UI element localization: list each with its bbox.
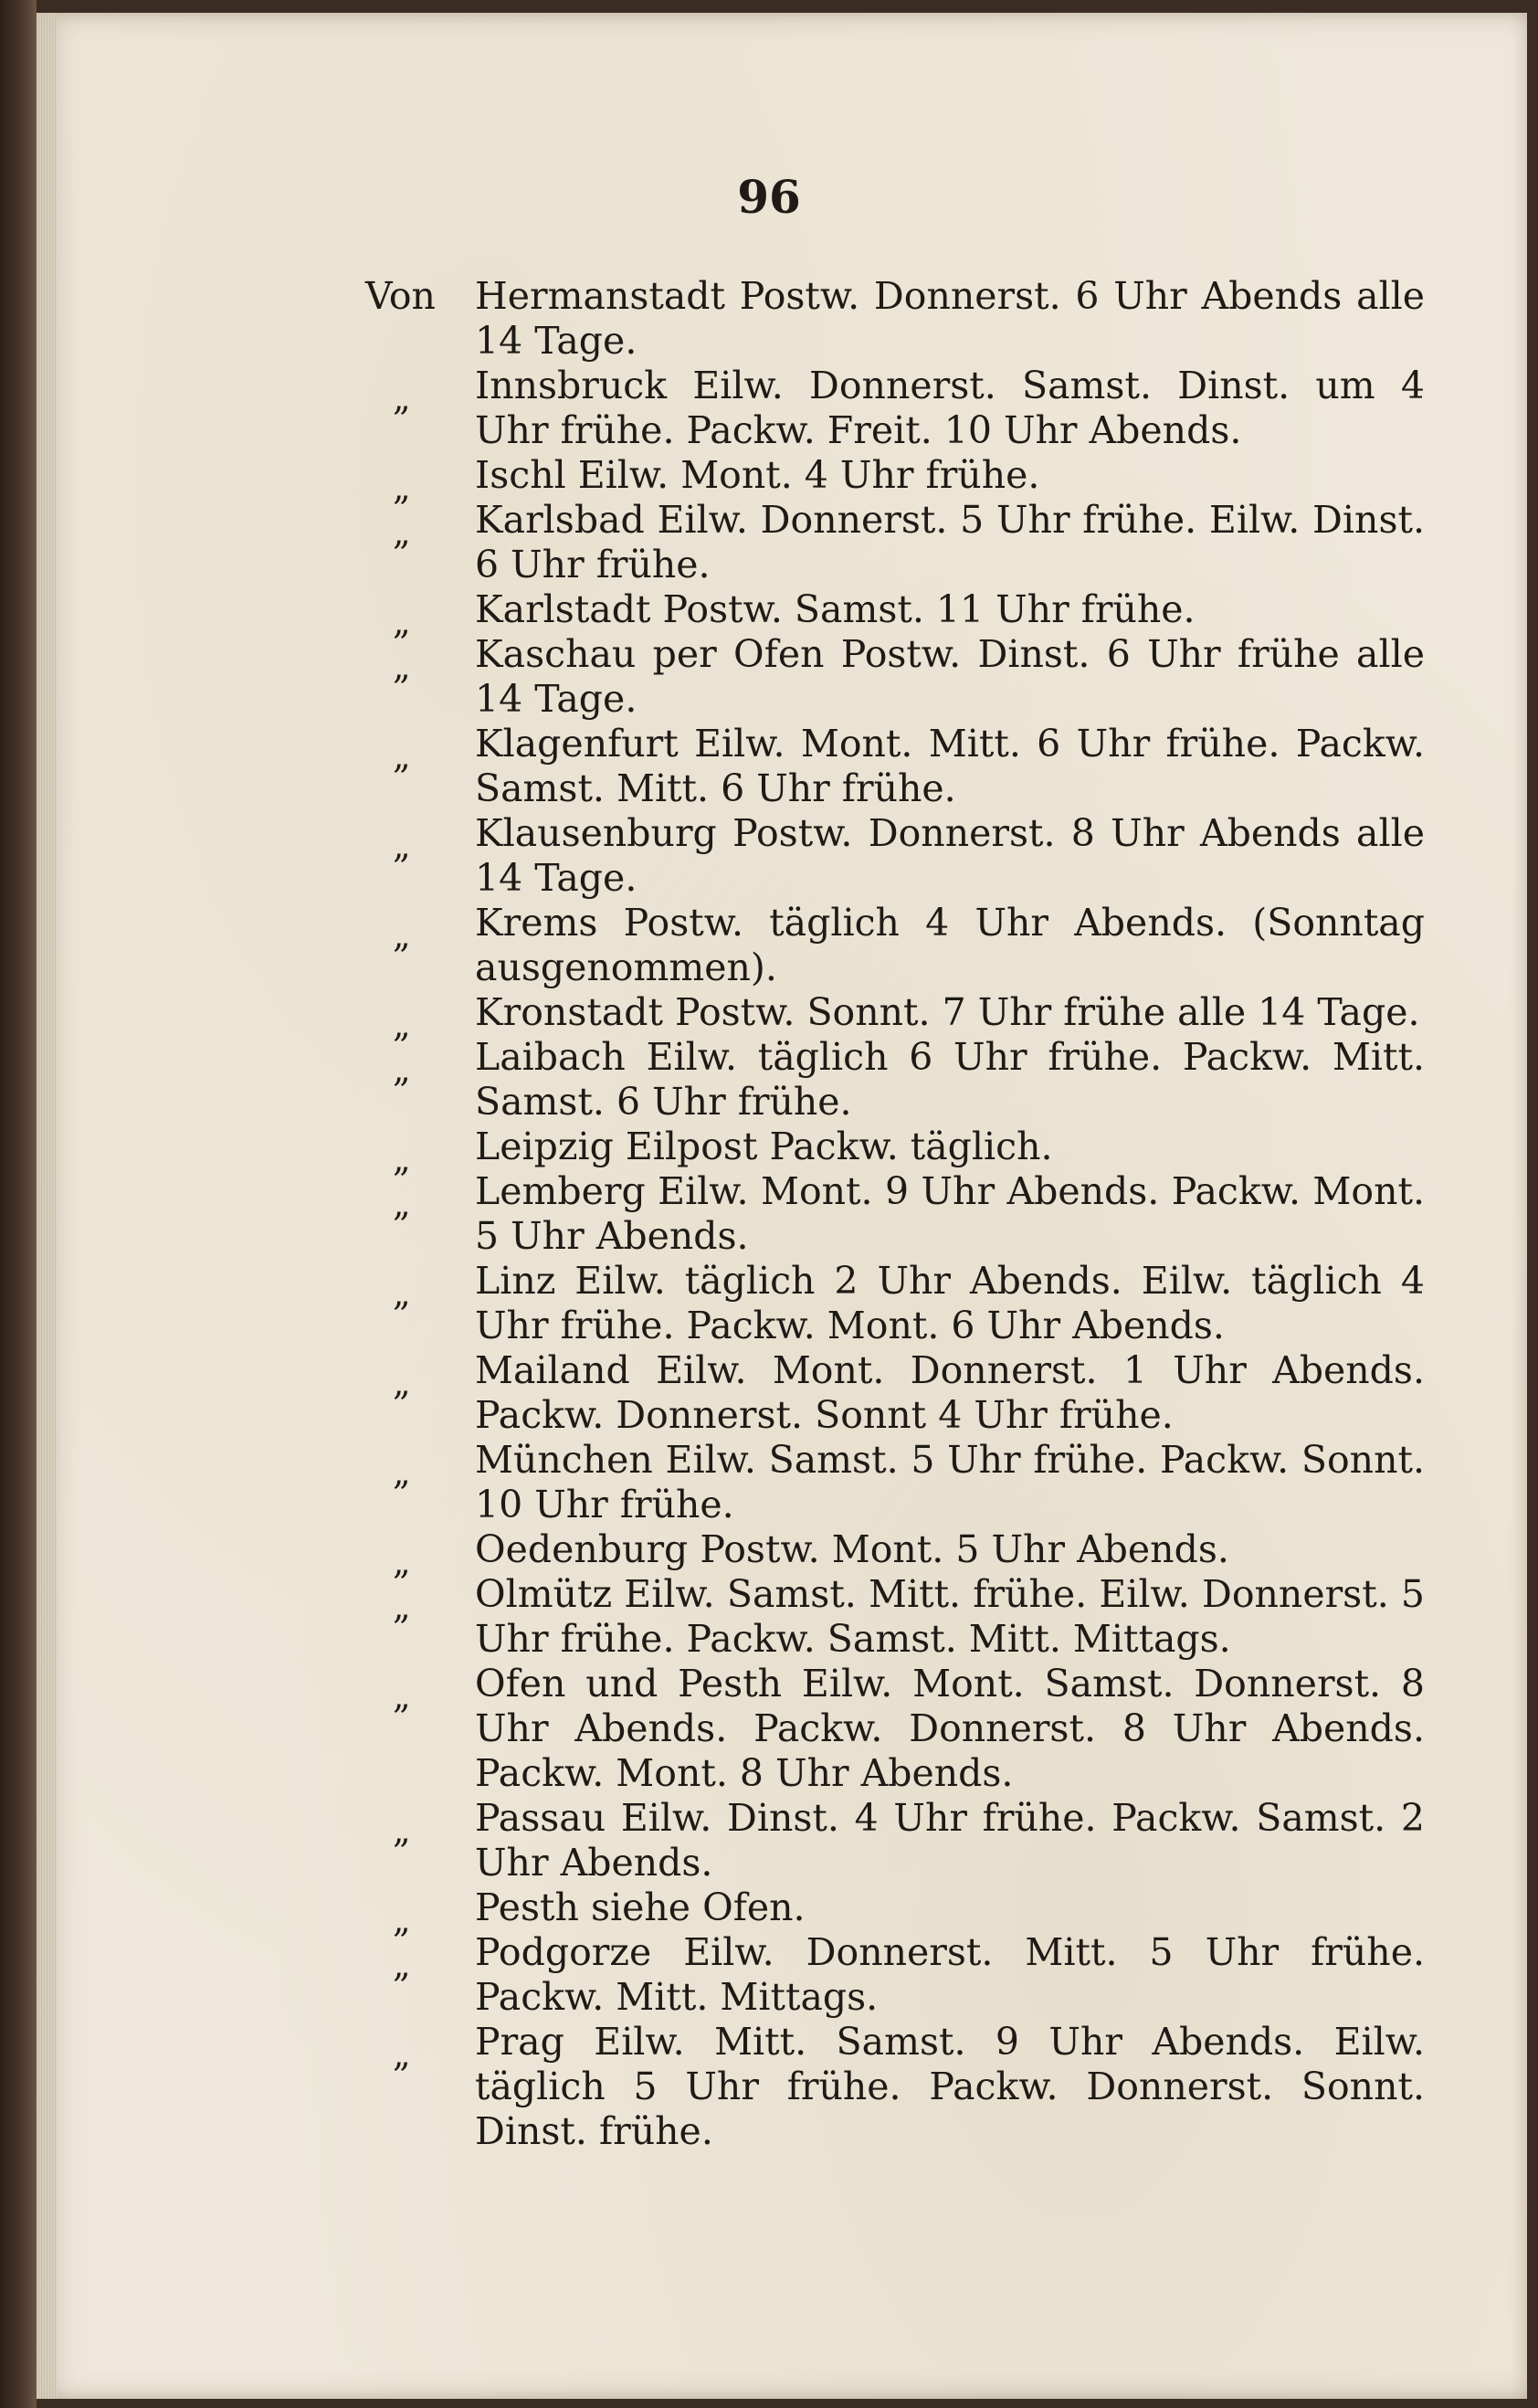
entry-text: Passau Eilw. Dinst. 4 Uhr frühe. Packw. Samst. 2 Uhr Abends.	[475, 1796, 1425, 1885]
book-binding	[0, 0, 37, 2408]
entry-text: Oedenburg Postw. Mont. 5 Uhr Abends.	[475, 1527, 1229, 1571]
ditto-mark: „	[393, 1587, 411, 1627]
ditto-mark: „	[393, 378, 411, 418]
entry-text: Linz Eilw. täglich 2 Uhr Abends. Eilw. täglich 4 Uhr frühe. Packw. Mont. 6 Uhr Abends.	[475, 1259, 1425, 1347]
schedule-entry	[365, 722, 1425, 811]
ditto-mark: „	[393, 915, 411, 956]
schedule-entry	[365, 1885, 1425, 1940]
schedule-entry	[365, 901, 1425, 990]
entry-text: Klausenburg Postw. Donnerst. 8 Uhr Abends alle 14 Tage.	[475, 811, 1425, 900]
schedule-entry	[365, 1572, 1425, 1662]
ditto-mark: „	[393, 1184, 411, 1224]
ditto-mark: „	[393, 1273, 411, 1314]
entry-text: Mailand Eilw. Mont. Donnerst. 1 Uhr Abends. Packw. Donnerst. Sonnt 4 Uhr frühe.	[475, 1348, 1425, 1437]
entry-text: Krems Postw. täglich 4 Uhr Abends. (Sonntag ausgenommen).	[475, 901, 1425, 989]
entry-text: Karlstadt Postw. Samst. 11 Uhr frühe.	[475, 587, 1196, 631]
entry-text: Hermanstadt Postw. Donnerst. 6 Uhr Abends alle 14 Tage.	[475, 274, 1425, 363]
entry-text: Karlsbad Eilw. Donnerst. 5 Uhr frühe. Eilw. Dinst. 6 Uhr frühe.	[475, 498, 1425, 586]
schedule-entry	[365, 587, 1425, 642]
schedule-entry	[365, 811, 1425, 901]
ditto-mark: „	[393, 1139, 411, 1179]
entry-text: Ofen und Pesth Eilw. Mont. Samst. Donnerst. 8 Uhr Abends. Packw. Donnerst. 8 Uhr Abends. Packw. Mont. 8 Uhr Abends.	[475, 1662, 1425, 1795]
schedule-entry	[365, 274, 1425, 364]
ditto-mark: „	[393, 1811, 411, 1851]
page-edges	[37, 13, 57, 2399]
schedule-entry	[365, 1348, 1425, 1438]
schedule-entry	[365, 364, 1425, 453]
entry-text: Laibach Eilw. täglich 6 Uhr frühe. Packw. Mitt. Samst. 6 Uhr frühe.	[475, 1035, 1425, 1124]
schedule-entry	[365, 1169, 1425, 1259]
ditto-mark: „	[393, 1005, 411, 1045]
entry-text: Olmütz Eilw. Samst. Mitt. frühe. Eilw. Donnerst. 5 Uhr frühe. Packw. Samst. Mitt. Mittags.	[475, 1572, 1425, 1661]
departure-listing	[365, 274, 1425, 2154]
entry-text: Kaschau per Ofen Postw. Dinst. 6 Uhr frühe alle 14 Tage.	[475, 632, 1425, 721]
schedule-entry	[365, 1438, 1425, 1527]
page-number: 96	[737, 170, 801, 224]
entry-text: Prag Eilw. Mitt. Samst. 9 Uhr Abends. Eilw. täglich 5 Uhr frühe. Packw. Donnerst. Sonnt. Dinst. frühe.	[475, 2020, 1425, 2153]
ditto-mark: „	[393, 1452, 411, 1493]
schedule-entry	[365, 1035, 1425, 1125]
ditto-mark: „	[393, 1363, 411, 1403]
ditto-mark: „	[393, 1676, 411, 1716]
entry-lead-word: Von	[365, 274, 436, 318]
entry-text: Leipzig Eilpost Packw. täglich.	[475, 1125, 1053, 1168]
entry-text: Kronstadt Postw. Sonnt. 7 Uhr frühe alle 14 Tage.	[475, 990, 1420, 1034]
schedule-entry	[365, 1662, 1425, 1796]
entry-text: Lemberg Eilw. Mont. 9 Uhr Abends. Packw. Mont. 5 Uhr Abends.	[475, 1169, 1425, 1258]
entry-text: Innsbruck Eilw. Donnerst. Samst. Dinst. um 4 Uhr frühe. Packw. Freit. 10 Uhr Abends.	[475, 364, 1425, 452]
ditto-mark: „	[393, 1900, 411, 1940]
schedule-entry	[365, 2020, 1425, 2154]
schedule-entry	[365, 1796, 1425, 1885]
ditto-mark: „	[393, 602, 411, 642]
schedule-entry	[365, 1930, 1425, 2020]
ditto-mark: „	[393, 647, 411, 687]
ditto-mark: „	[393, 468, 411, 508]
entry-text: Pesth siehe Ofen.	[475, 1885, 806, 1929]
ditto-mark: „	[393, 1945, 411, 1985]
ditto-mark: „	[393, 512, 411, 553]
schedule-entry	[365, 1527, 1425, 1582]
entry-text: Ischl Eilw. Mont. 4 Uhr frühe.	[475, 453, 1040, 497]
schedule-entry	[365, 1125, 1425, 1179]
ditto-mark: „	[393, 736, 411, 776]
schedule-entry	[365, 990, 1425, 1045]
schedule-entry	[365, 453, 1425, 508]
entry-text: München Eilw. Samst. 5 Uhr frühe. Packw. Sonnt. 10 Uhr frühe.	[475, 1438, 1425, 1526]
ditto-mark: „	[393, 1050, 411, 1090]
ditto-mark: „	[393, 1542, 411, 1582]
entry-text: Klagenfurt Eilw. Mont. Mitt. 6 Uhr frühe. Packw. Samst. Mitt. 6 Uhr frühe.	[475, 722, 1425, 810]
ditto-mark: „	[393, 826, 411, 866]
schedule-entry	[365, 498, 1425, 587]
schedule-entry	[365, 632, 1425, 722]
ditto-mark: „	[393, 2034, 411, 2075]
entry-text: Podgorze Eilw. Donnerst. Mitt. 5 Uhr frühe. Packw. Mitt. Mittags.	[475, 1930, 1425, 2019]
schedule-entry	[365, 1259, 1425, 1348]
